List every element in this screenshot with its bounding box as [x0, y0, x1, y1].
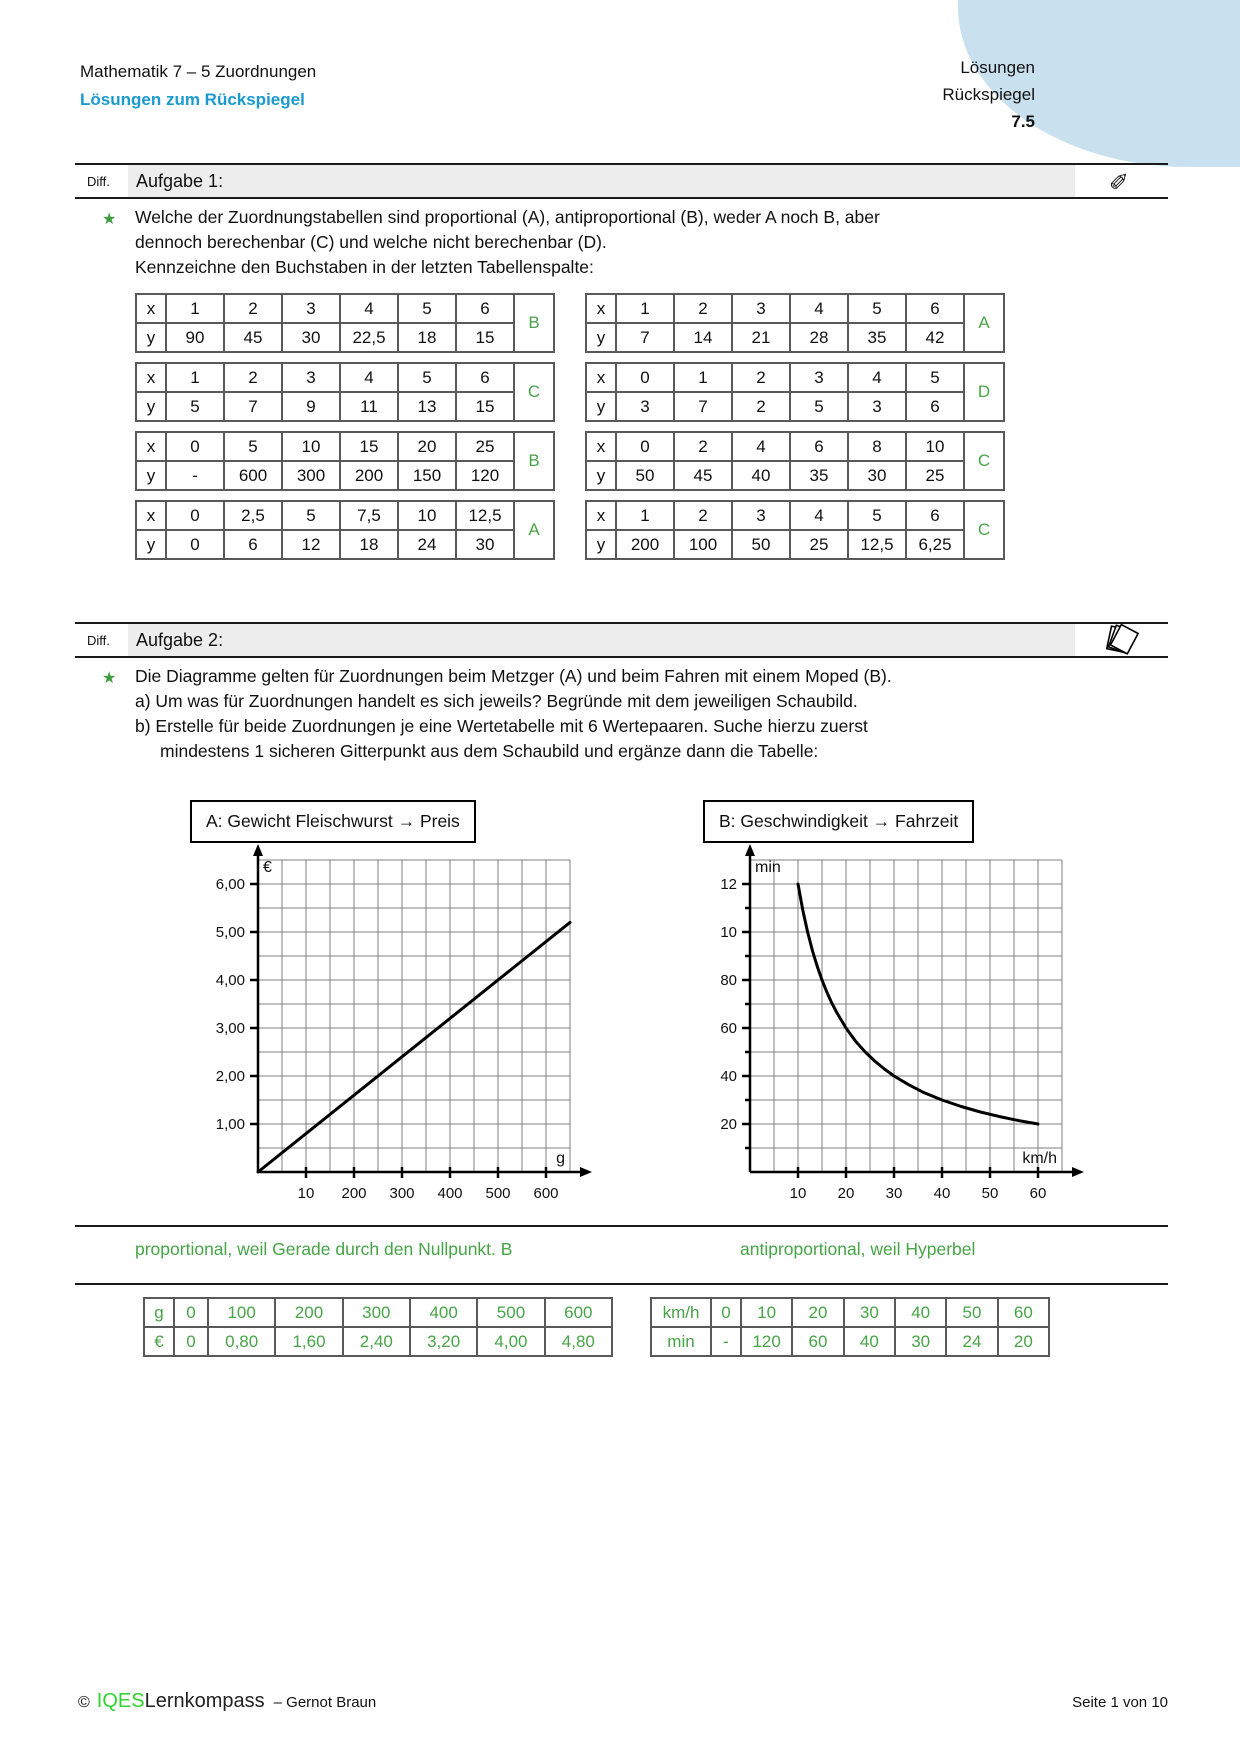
value-cell: 500: [477, 1298, 544, 1327]
y-tick-label: 10: [720, 924, 737, 941]
tables-column-right: [585, 293, 1005, 569]
course-title: Mathematik 7 – 5 Zuordnungen: [80, 62, 317, 81]
y-tick-label: 4,00: [215, 972, 245, 989]
value-cell: 5: [282, 501, 340, 530]
value-cell: 3: [732, 501, 790, 530]
value-cell: 0,80: [208, 1327, 275, 1356]
value-cell: 200: [616, 530, 674, 559]
aufgabe-2-icon-zone: [1075, 624, 1168, 656]
value-cell: 30: [848, 461, 906, 490]
y-tick-label: 80: [720, 972, 737, 989]
x-tick-label: 500: [485, 1185, 511, 1202]
value-cell: 3: [790, 363, 848, 392]
value-cell: 10: [398, 501, 456, 530]
aufgabe-1-header: [75, 163, 1168, 199]
row-label-cell: x: [586, 294, 616, 323]
y-tick-label: 40: [720, 1068, 737, 1085]
pages-icon: [1104, 624, 1140, 656]
aufgabe-1-text: [75, 199, 1168, 280]
classification-letter: C: [964, 432, 1004, 490]
value-cell: 600: [224, 461, 282, 490]
row-label-cell: x: [136, 432, 166, 461]
zuordnung-table: [135, 293, 555, 353]
zuordnung-table: [585, 431, 1005, 491]
value-cell: 4,80: [545, 1327, 612, 1356]
star-icon: ★: [102, 211, 117, 228]
value-cell: 22,5: [340, 323, 398, 352]
value-cell: 25: [456, 432, 514, 461]
value-cell: 6: [224, 530, 282, 559]
row-label-cell: km/h: [651, 1298, 711, 1327]
value-cell: 45: [674, 461, 732, 490]
classification-letter: C: [964, 501, 1004, 559]
y-tick-label: 60: [720, 1020, 737, 1037]
value-cell: 3: [282, 294, 340, 323]
row-label-cell: y: [136, 530, 166, 559]
value-cell: 1: [166, 294, 224, 323]
value-cell: 3: [848, 392, 906, 421]
brand-lernkompass: Lernkompass: [144, 1690, 265, 1712]
y-tick-label: 1,00: [215, 1116, 245, 1133]
value-cell: 100: [208, 1298, 275, 1327]
value-cell: 15: [340, 432, 398, 461]
chart-a-title-box: A: Gewicht Fleischwurst → Preis: [190, 800, 476, 843]
value-cell: 9: [282, 392, 340, 421]
aufgabe-1-title-bar: [128, 165, 1075, 197]
value-cell: 2,5: [224, 501, 282, 530]
row-label-cell: y: [136, 392, 166, 421]
row-label-cell: y: [136, 461, 166, 490]
row-label-cell: x: [586, 363, 616, 392]
value-cell: 7: [224, 392, 282, 421]
value-cell: 50: [616, 461, 674, 490]
value-cell: 2: [732, 392, 790, 421]
x-tick-label: 10: [297, 1185, 315, 1202]
value-cell: 18: [398, 323, 456, 352]
classification-letter: A: [514, 501, 554, 559]
chart-a: [196, 844, 592, 1214]
diff-label: Diff.: [87, 174, 110, 189]
y-tick-label: 12: [720, 876, 737, 893]
value-cell: 35: [790, 461, 848, 490]
value-cell: 2: [674, 501, 732, 530]
value-cell: 5: [790, 392, 848, 421]
value-cell: 5: [398, 294, 456, 323]
answers-row: [75, 1227, 1168, 1260]
value-cell: 200: [340, 461, 398, 490]
value-cell: 15: [456, 323, 514, 352]
value-cell: 15: [456, 392, 514, 421]
value-cell: 6: [906, 294, 964, 323]
value-cell: 14: [674, 323, 732, 352]
value-cell: 0: [711, 1298, 741, 1327]
value-cell: 0: [166, 501, 224, 530]
aufgabe-2-section: [75, 622, 1168, 1222]
value-cell: 6: [906, 392, 964, 421]
value-cell: 200: [275, 1298, 342, 1327]
brand-iqes: IQES: [96, 1690, 145, 1712]
x-tick-label: 400: [437, 1185, 463, 1202]
aufgabe-2-title-bar: [128, 624, 1075, 656]
value-cell: -: [711, 1327, 741, 1356]
value-cell: 120: [456, 461, 514, 490]
x-tick-label: 200: [341, 1185, 367, 1202]
value-cell: 45: [224, 323, 282, 352]
row-label-cell: y: [136, 323, 166, 352]
value-cell: 40: [895, 1298, 946, 1327]
value-cell: 30: [844, 1298, 895, 1327]
x-tick-label: 60: [1029, 1185, 1047, 1202]
x-axis-arrow: [580, 1167, 592, 1177]
aufgabe-2-header: [75, 622, 1168, 658]
value-cell: 7: [616, 323, 674, 352]
y-tick-label: 3,00: [215, 1020, 245, 1037]
value-cell: 50: [946, 1298, 997, 1327]
value-cell: 25: [906, 461, 964, 490]
answer-a: proportional, weil Gerade durch den Nullpunkt. B: [135, 1239, 513, 1259]
value-cell: 50: [732, 530, 790, 559]
value-cell: 18: [340, 530, 398, 559]
value-cell: 20: [792, 1298, 843, 1327]
value-cell: 40: [844, 1327, 895, 1356]
task-line: Kennzeichne den Buchstaben in der letzten Tabellenspalte:: [135, 257, 594, 277]
value-cell: 90: [166, 323, 224, 352]
zuordnung-table: [585, 500, 1005, 560]
aufgabe-1-icon-zone: [1075, 165, 1168, 197]
row-label-cell: x: [136, 363, 166, 392]
zuordnung-table: [585, 362, 1005, 422]
value-cell: 0: [174, 1327, 208, 1356]
data-series: [258, 922, 570, 1172]
row-label-cell: g: [144, 1298, 174, 1327]
value-cell: 0: [616, 363, 674, 392]
value-cell: 4: [790, 294, 848, 323]
value-cell: 4: [848, 363, 906, 392]
divider-rule: [75, 1283, 1168, 1285]
chart-b-title-box: B: Geschwindigkeit → Fahrzeit: [703, 800, 974, 843]
value-cell: 6: [456, 294, 514, 323]
classification-letter: D: [964, 363, 1004, 421]
value-cell: 120: [741, 1327, 792, 1356]
value-cell: 5: [398, 363, 456, 392]
value-cell: 7,5: [340, 501, 398, 530]
row-label-cell: min: [651, 1327, 711, 1356]
value-cell: 600: [545, 1298, 612, 1327]
value-cell: 1: [616, 501, 674, 530]
value-cell: 2: [674, 294, 732, 323]
x-tick-label: 50: [981, 1185, 999, 1202]
value-cell: 6: [906, 501, 964, 530]
row-label-cell: x: [586, 501, 616, 530]
value-cell: 10: [906, 432, 964, 461]
y-tick-label: 20: [720, 1116, 737, 1133]
star-icon: ★: [102, 670, 117, 687]
value-cell: 2: [674, 432, 732, 461]
value-cell: 3,20: [410, 1327, 477, 1356]
zuordnung-table: [585, 293, 1005, 353]
row-label-cell: x: [136, 294, 166, 323]
value-cell: 20: [998, 1327, 1049, 1356]
value-cell: 24: [946, 1327, 997, 1356]
task-line: Die Diagramme gelten für Zuordnungen beim Metzger (A) und beim Fahren mit einem Moped (B).: [135, 666, 892, 686]
value-cell: 5: [224, 432, 282, 461]
y-axis-label: min: [755, 859, 781, 876]
x-axis-label: km/h: [1022, 1150, 1057, 1167]
chart-b: [688, 844, 1084, 1214]
y-tick-label: 5,00: [215, 924, 245, 941]
corner-chapter-number: 7.5: [1011, 112, 1035, 131]
solution-table-a-host: [143, 1297, 613, 1357]
value-cell: 0: [166, 530, 224, 559]
answer-b: antiproportional, weil Hyperbel: [740, 1239, 976, 1259]
value-cell: 13: [398, 392, 456, 421]
value-cell: 4: [340, 363, 398, 392]
x-tick-label: 600: [533, 1185, 559, 1202]
solution-value-table: [143, 1297, 613, 1357]
value-cell: 6: [790, 432, 848, 461]
value-cell: 20: [398, 432, 456, 461]
value-cell: 10: [282, 432, 340, 461]
value-cell: 28: [790, 323, 848, 352]
solution-tables: [75, 1297, 1168, 1357]
value-cell: 3: [732, 294, 790, 323]
author-name: – Gernot Braun: [273, 1694, 377, 1711]
value-cell: 6: [456, 363, 514, 392]
value-cell: 21: [732, 323, 790, 352]
aufgabe-1-section: [75, 163, 1168, 569]
copyright-symbol: ©: [78, 1694, 90, 1711]
row-label-cell: y: [586, 530, 616, 559]
row-label-cell: y: [586, 323, 616, 352]
page-number: Seite 1 von 10: [1072, 1694, 1168, 1711]
solution-value-table: [650, 1297, 1050, 1357]
value-cell: 0: [616, 432, 674, 461]
value-cell: 5: [848, 501, 906, 530]
value-cell: 0: [166, 432, 224, 461]
zuordnung-tables-grid: [135, 293, 1168, 569]
row-label-cell: x: [586, 432, 616, 461]
y-axis-arrow: [253, 844, 263, 856]
value-cell: 4: [790, 501, 848, 530]
value-cell: 4: [732, 432, 790, 461]
value-cell: 1: [616, 294, 674, 323]
value-cell: 400: [410, 1298, 477, 1327]
value-cell: -: [166, 461, 224, 490]
value-cell: 1,60: [275, 1327, 342, 1356]
value-cell: 0: [174, 1298, 208, 1327]
task-line: Welche der Zuordnungstabellen sind proportional (A), antiproportional (B), weder A noch B, aber: [135, 207, 880, 227]
zuordnung-table: [135, 431, 555, 491]
x-tick-label: 300: [389, 1185, 415, 1202]
pencil-icon: ✎: [1107, 170, 1135, 192]
value-cell: 11: [340, 392, 398, 421]
value-cell: 12,5: [848, 530, 906, 559]
value-cell: 5: [906, 363, 964, 392]
classification-letter: B: [514, 432, 554, 490]
y-tick-label: 6,00: [215, 876, 245, 893]
zuordnung-table: [135, 500, 555, 560]
zuordnung-table: [135, 362, 555, 422]
value-cell: 10: [741, 1298, 792, 1327]
x-tick-label: 40: [933, 1185, 951, 1202]
value-cell: 5: [166, 392, 224, 421]
value-cell: 100: [674, 530, 732, 559]
value-cell: 4,00: [477, 1327, 544, 1356]
value-cell: 60: [792, 1327, 843, 1356]
aufgabe-2-text: [75, 658, 1168, 764]
y-axis-arrow: [745, 844, 755, 856]
y-axis-label: €: [263, 859, 272, 876]
value-cell: 30: [282, 323, 340, 352]
document-subtitle: Lösungen zum Rückspiegel: [80, 90, 305, 109]
corner-line-2: Rückspiegel: [942, 85, 1035, 104]
x-tick-label: 20: [837, 1185, 855, 1202]
x-tick-label: 10: [789, 1185, 807, 1202]
value-cell: 40: [732, 461, 790, 490]
row-label-cell: x: [136, 501, 166, 530]
value-cell: 4: [340, 294, 398, 323]
value-cell: 42: [906, 323, 964, 352]
classification-letter: C: [514, 363, 554, 421]
value-cell: 25: [790, 530, 848, 559]
value-cell: 60: [998, 1298, 1049, 1327]
value-cell: 2: [224, 363, 282, 392]
value-cell: 2: [224, 294, 282, 323]
value-cell: 3: [282, 363, 340, 392]
value-cell: 150: [398, 461, 456, 490]
task-line: a) Um was für Zuordnungen handelt es sich jeweils? Begründe mit dem jeweiligen Schaubild.: [135, 691, 858, 711]
value-cell: 3: [616, 392, 674, 421]
answers-section: [75, 1225, 1168, 1260]
value-cell: 35: [848, 323, 906, 352]
value-cell: 2,40: [343, 1327, 410, 1356]
x-axis-label: g: [556, 1150, 565, 1167]
value-cell: 300: [282, 461, 340, 490]
value-cell: 30: [895, 1327, 946, 1356]
value-cell: 7: [674, 392, 732, 421]
aufgabe-2-title: Aufgabe 2:: [136, 629, 224, 650]
row-label-cell: y: [586, 461, 616, 490]
value-cell: 12,5: [456, 501, 514, 530]
row-label-cell: y: [586, 392, 616, 421]
value-cell: 1: [166, 363, 224, 392]
tables-column-left: [135, 293, 555, 569]
value-cell: 1: [674, 363, 732, 392]
row-label-cell: €: [144, 1327, 174, 1356]
classification-letter: B: [514, 294, 554, 352]
page-footer: [78, 1690, 1168, 1713]
task-line: dennoch berechenbar (C) und welche nicht berechenbar (D).: [135, 232, 607, 252]
value-cell: 5: [848, 294, 906, 323]
value-cell: 30: [456, 530, 514, 559]
task-line: b) Erstelle für beide Zuordnungen je eine Wertetabelle mit 6 Wertepaaren. Suche hierzu zuerst: [135, 716, 868, 736]
solution-table-b-host: [650, 1297, 1050, 1357]
value-cell: 24: [398, 530, 456, 559]
value-cell: 12: [282, 530, 340, 559]
x-tick-label: 30: [885, 1185, 903, 1202]
value-cell: 8: [848, 432, 906, 461]
x-axis-arrow: [1072, 1167, 1084, 1177]
value-cell: 2: [732, 363, 790, 392]
classification-letter: A: [964, 294, 1004, 352]
corner-line-1: Lösungen: [960, 58, 1035, 77]
y-tick-label: 2,00: [215, 1068, 245, 1085]
aufgabe-1-title: Aufgabe 1:: [136, 170, 224, 191]
diff-label: Diff.: [87, 633, 110, 648]
value-cell: 300: [343, 1298, 410, 1327]
corner-header: [942, 54, 1035, 135]
task-line: mindestens 1 sicheren Gitterpunkt aus dem Schaubild und ergänze dann die Tabelle:: [160, 741, 819, 761]
page-header: [80, 58, 316, 114]
value-cell: 6,25: [906, 530, 964, 559]
